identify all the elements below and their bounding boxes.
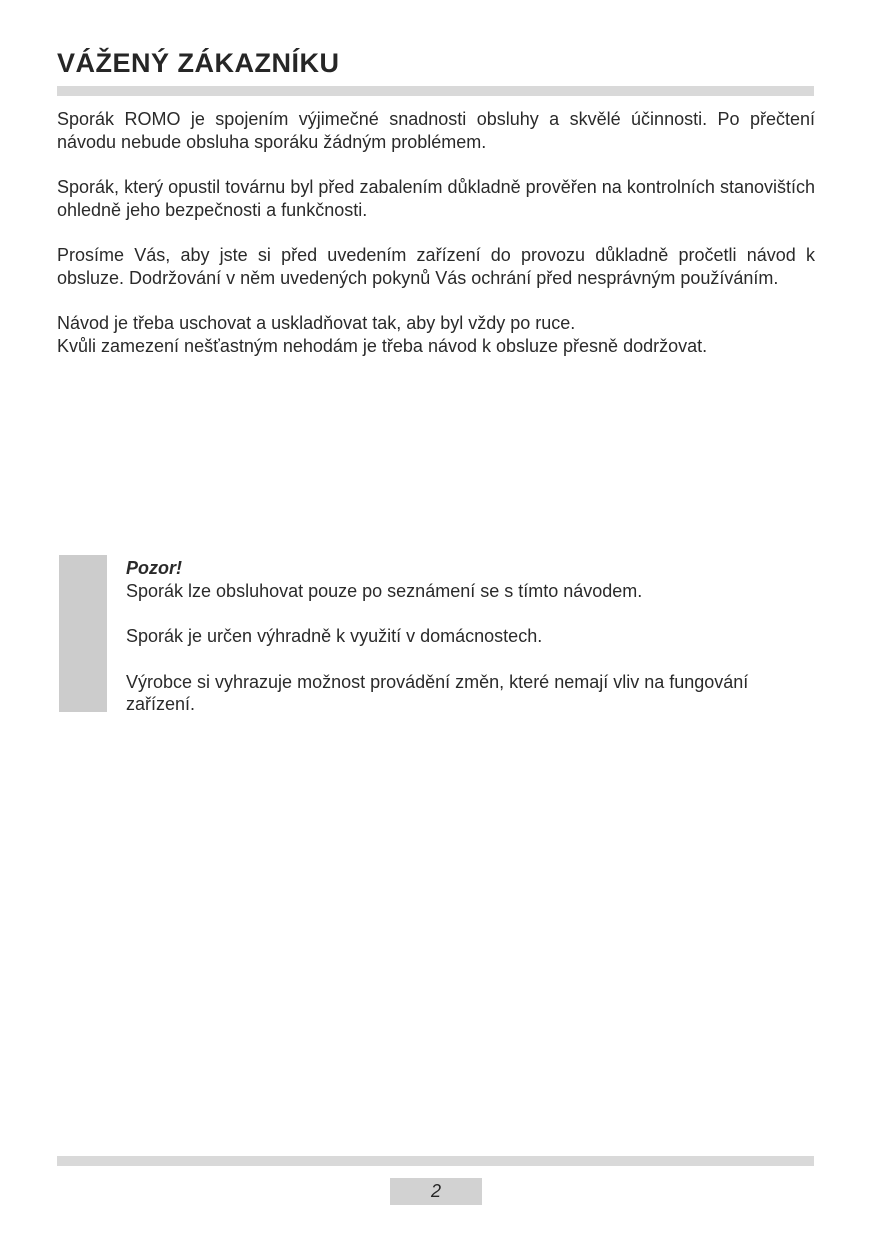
intro-note xyxy=(57,312,815,357)
intro-section xyxy=(57,108,815,357)
warning-paragraph: Výrobce si vyhrazuje možnost provádění změn, které nemají vliv na fungování zařízení. xyxy=(126,671,749,714)
warning-paragraph: Sporák je určen výhradně k využití v domácnostech. xyxy=(126,626,543,646)
page-number: 2 xyxy=(430,1181,441,1201)
intro-paragraph: Sporák, který opustil továrnu byl před zabalením důkladně prověřen na kontrolních stanovištích ohledně jeho bezpečnosti a funkčnosti. xyxy=(57,177,815,220)
page-title: VÁŽENÝ ZÁKAZNÍKU xyxy=(57,48,340,78)
warning-content xyxy=(126,557,816,716)
intro-note-line: Návod je třeba uschovat a uskladňovat tak, aby byl vždy po ruce. xyxy=(57,313,576,333)
intro-note-line: Kvůli zamezení nešťastným nehodám je třeba návod k obsluze přesně dodržovat. xyxy=(57,335,708,356)
page-number-box xyxy=(390,1178,482,1205)
warning-paragraph: Sporák lze obsluhovat pouze po seznámení se s tímto návodem. xyxy=(126,580,643,601)
title-divider-bar xyxy=(57,86,814,96)
warning-heading: Pozor! xyxy=(126,558,182,578)
intro-paragraph: Prosíme Vás, aby jste si před uvedením zařízení do provozu důkladně pročetli návod k obsluze. Dodržování v něm uvedených pokynů Vás ochrání před nesprávným používáním. xyxy=(57,245,815,288)
warning-sidebar-block xyxy=(59,555,107,712)
footer-divider-bar xyxy=(57,1156,814,1166)
intro-paragraph: Sporák ROMO je spojením výjimečné snadnosti obsluhy a skvělé účinnosti. Po přečtení návodu nebude obsluha sporáku žádným problémem. xyxy=(57,109,815,152)
